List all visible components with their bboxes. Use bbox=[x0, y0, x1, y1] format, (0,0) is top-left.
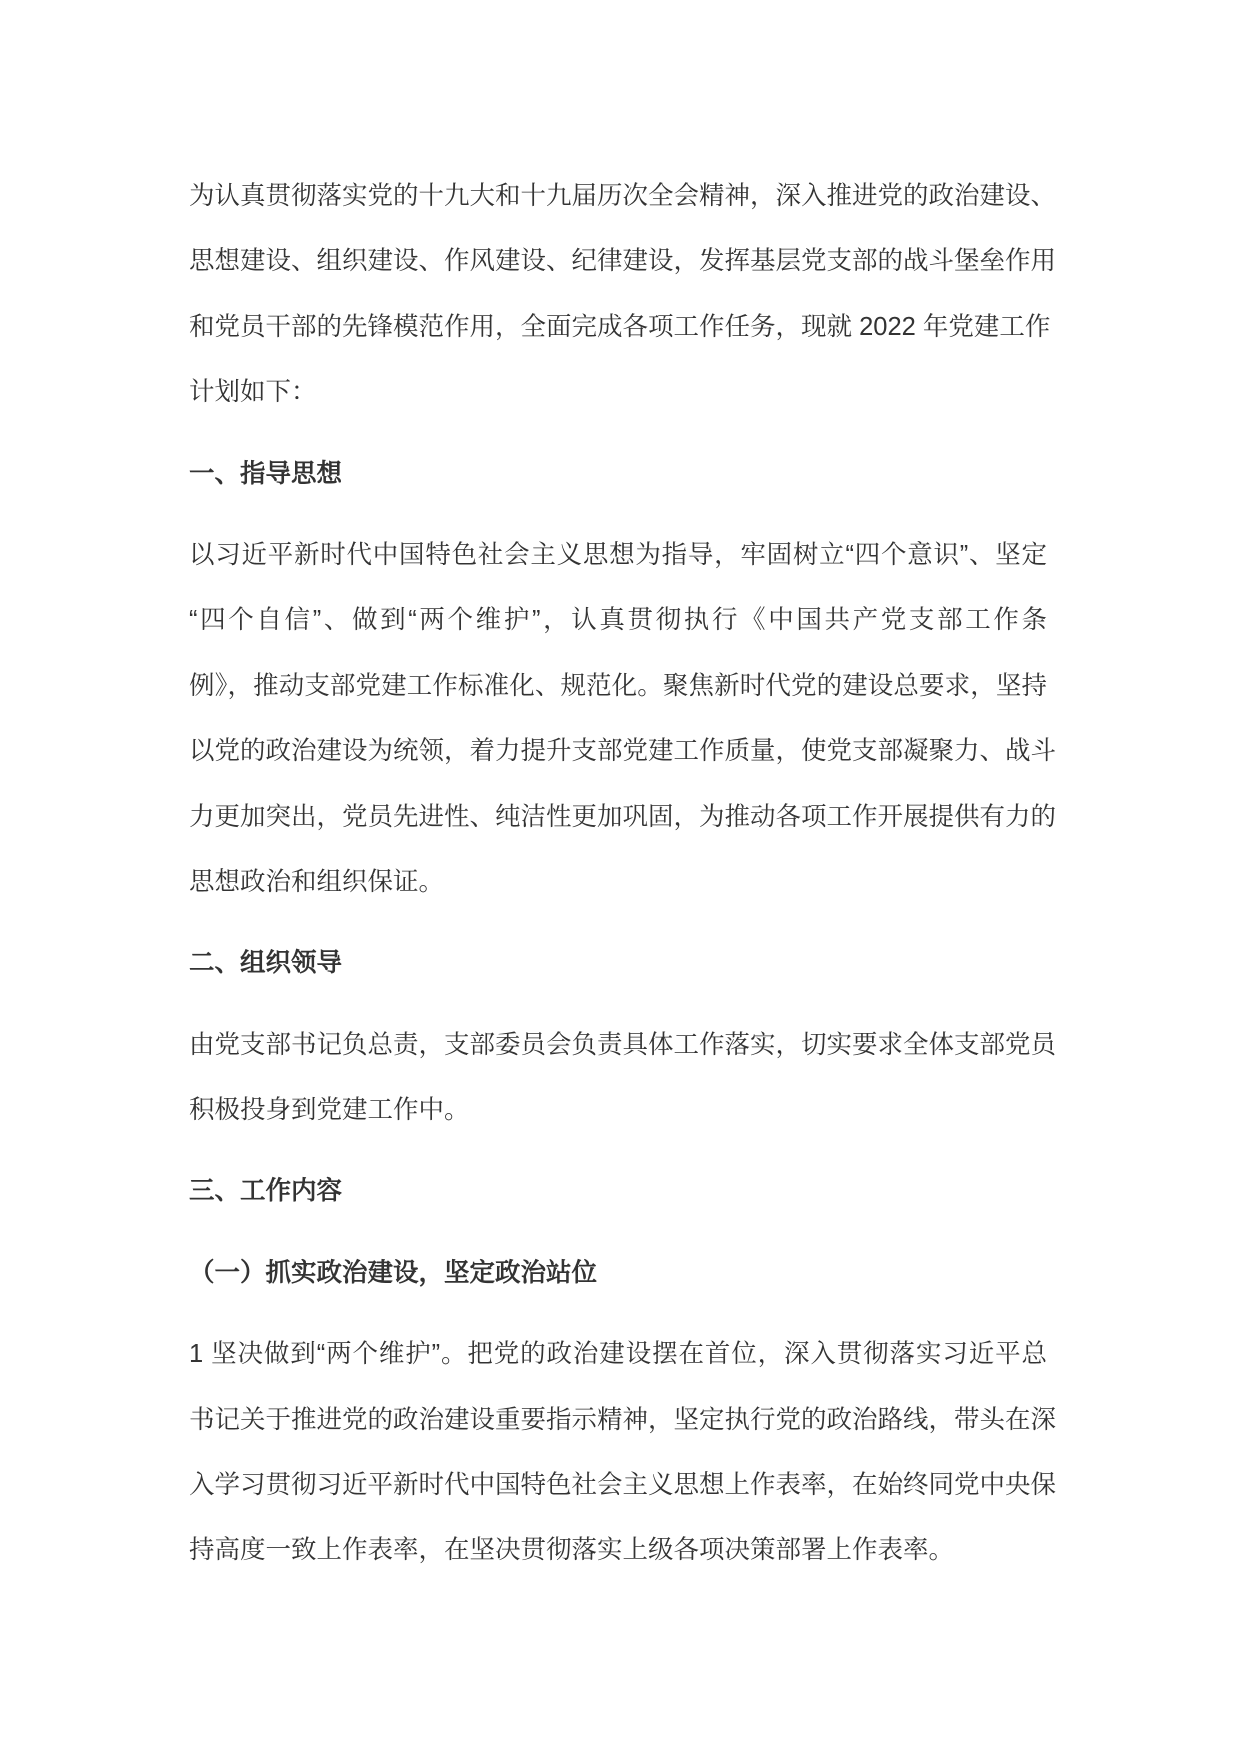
text-line: 思想建设、组织建设、作风建设、纪律建设，发挥基层党支部的战斗堡垒作用 bbox=[189, 247, 1057, 276]
text-line: 例》，推动支部党建工作标准化、规范化。聚焦新时代党的建设总要求，坚持 bbox=[189, 671, 1047, 700]
political-construction-paragraph bbox=[189, 1322, 1057, 1584]
text-line: 思想政治和组织保证。 bbox=[189, 867, 445, 896]
text-line: 书记关于推进党的政治建设重要指示精神，坚定执行党的政治路线，带头在深 bbox=[189, 1405, 1057, 1434]
text-line: 积极投身到党建工作中。 bbox=[189, 1096, 470, 1125]
text-line: 由党支部书记负总责，支部委员会负责具体工作落实，切实要求全体支部党员 bbox=[189, 1030, 1057, 1059]
text-line: “四个自信”、做到“两个维护”，认真贯彻执行《中国共产党支部工作条 bbox=[189, 606, 1047, 635]
text-line: 力更加突出，党员先进性、纯洁性更加巩固，为推动各项工作开展提供有力的 bbox=[189, 802, 1057, 831]
guiding-ideology-paragraph bbox=[189, 523, 1057, 915]
document-body bbox=[189, 164, 1057, 1600]
text-line: 以党的政治建设为统领，着力提升支部党建工作质量，使党支部凝聚力、战斗 bbox=[189, 737, 1057, 766]
text-line: 1 坚决做到“两个维护”。把党的政治建设摆在首位，深入贯彻落实习近平总 bbox=[189, 1340, 1047, 1369]
section-heading-work-content: 三、工作内容 bbox=[189, 1177, 343, 1206]
section-heading-guiding-ideology: 一、指导思想 bbox=[189, 459, 343, 488]
text-line: 计划如下： bbox=[189, 378, 317, 407]
text-line: 和党员干部的先锋模范作用，全面完成各项工作任务，现就 2022 年党建工作 bbox=[189, 312, 1051, 341]
intro-paragraph bbox=[189, 164, 1057, 426]
text-line: 持高度一致上作表率，在坚决贯彻落实上级各项决策部署上作表率。 bbox=[189, 1536, 955, 1565]
text-line: 以习近平新时代中国特色社会主义思想为指导，牢固树立“四个意识”、坚定 bbox=[189, 540, 1047, 569]
leadership-paragraph bbox=[189, 1013, 1057, 1144]
section-heading-leadership: 二、组织领导 bbox=[189, 949, 343, 978]
text-line: 入学习贯彻习近平新时代中国特色社会主义思想上作表率，在始终同党中央保 bbox=[189, 1471, 1057, 1500]
text-line: 为认真贯彻落实党的十九大和十九届历次全会精神，深入推进党的政治建设、 bbox=[189, 182, 1057, 210]
subheading-political-construction: （一）抓实政治建设，坚定政治站位 bbox=[189, 1258, 598, 1287]
